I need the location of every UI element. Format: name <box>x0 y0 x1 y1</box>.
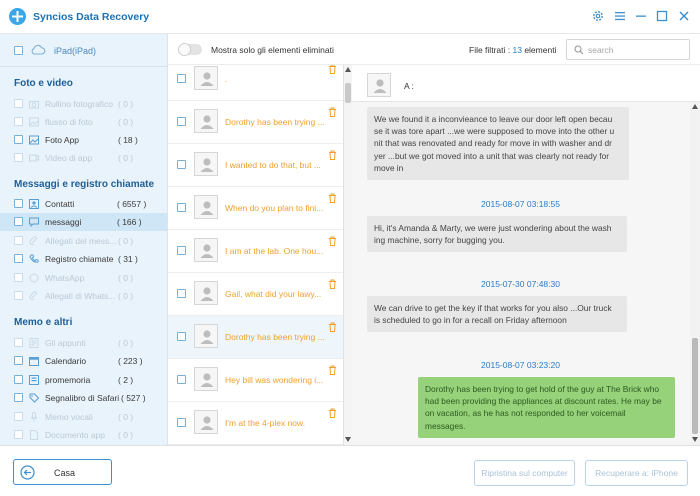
contacts-icon <box>29 199 39 209</box>
restore-to-computer-button[interactable]: Ripristina sul computer <box>474 460 575 486</box>
avatar <box>194 152 218 176</box>
sidebar-item-reminders[interactable] <box>0 371 168 389</box>
checkbox[interactable] <box>14 117 23 126</box>
trash-icon <box>328 236 337 246</box>
message-preview: Dorothy has been trying ... <box>225 332 325 342</box>
search-box[interactable] <box>566 39 690 60</box>
message-preview: I am at the lab. One hou... <box>225 246 324 256</box>
calendar-icon <box>29 356 39 366</box>
section-memos-others: Memo e altri <box>14 317 73 328</box>
list-item[interactable] <box>168 65 344 101</box>
sidebar-item-count: ( 0 ) <box>118 236 134 246</box>
list-item-selected[interactable] <box>168 316 344 359</box>
sidebar-item-label: WhatsApp <box>45 273 85 283</box>
message-bubble-incoming <box>367 296 627 332</box>
avatar <box>194 238 218 262</box>
message-line: ing machine, sorry for bugging you. <box>374 235 505 246</box>
avatar <box>194 195 218 219</box>
video-icon <box>29 153 39 163</box>
sidebar-item-count: ( 0 ) <box>118 99 134 109</box>
message-line: move in <box>374 162 404 173</box>
message-timestamp: 2015-08-07 03:23:20 <box>481 360 560 370</box>
toolbar <box>168 34 700 65</box>
checkbox[interactable] <box>177 418 186 427</box>
device-checkbox[interactable] <box>14 46 23 55</box>
avatar <box>194 367 218 391</box>
contact-avatar <box>367 73 391 97</box>
home-button-label: Casa <box>54 468 76 478</box>
sidebar-item-photo-stream[interactable] <box>0 113 168 131</box>
avatar <box>194 281 218 305</box>
phone-icon <box>29 254 39 264</box>
sidebar-item-label: Allegati del mess... <box>45 236 117 246</box>
checkbox[interactable] <box>177 160 186 169</box>
sidebar-item-camera-roll[interactable] <box>0 95 168 113</box>
message-preview: Gail, what did your lawy... <box>225 289 322 299</box>
message-line: yer ...but we got moved into a unit that was clearly not ready for <box>374 150 610 161</box>
cloud-icon <box>30 44 46 56</box>
list-item[interactable] <box>168 144 344 187</box>
sidebar-item-count: ( 223 ) <box>118 356 143 366</box>
sidebar-item-label: promemoria <box>45 375 91 385</box>
sidebar-item-count: ( 0 ) <box>118 412 134 422</box>
deleted-only-label: Mostra solo gli elementi eliminati <box>211 45 334 55</box>
reminder-icon <box>29 375 39 385</box>
message-bubble-incoming <box>367 107 629 180</box>
sidebar-item-count: ( 6557 ) <box>117 199 147 209</box>
message-timestamp: 2015-08-07 03:18:55 <box>481 199 560 209</box>
message-line: Hi, it's Amanda & Marty, we were just wondering about the wash <box>374 223 612 233</box>
search-icon <box>574 45 584 55</box>
sidebar-item-label: flusso di foto <box>45 117 93 127</box>
trash-icon <box>328 365 337 375</box>
sidebar-item-count: ( 0 ) <box>118 430 134 440</box>
sidebar-item-count: ( 0 ) <box>118 291 134 301</box>
checkbox[interactable] <box>177 117 186 126</box>
sidebar-item-message-attachments[interactable] <box>0 232 168 250</box>
image-icon <box>29 135 39 145</box>
checkbox[interactable] <box>14 393 23 402</box>
sidebar-item-count: ( 0 ) <box>118 153 134 163</box>
sidebar-item-whatsapp-attachments[interactable] <box>0 287 168 305</box>
section-photos-videos: Foto e video <box>14 78 73 89</box>
scroll-up-icon[interactable] <box>692 104 698 109</box>
sidebar-item-label: Segnalibro di Safari <box>45 393 120 403</box>
message-preview: Dorothy has been trying ... <box>225 117 325 127</box>
sidebar-item-app-videos[interactable] <box>0 149 168 167</box>
checkbox[interactable] <box>177 74 186 83</box>
title-bar <box>0 0 700 34</box>
filter-prefix: File filtrati : <box>469 45 511 55</box>
sidebar-item-safari-bookmarks[interactable] <box>0 389 168 407</box>
avatar <box>194 66 218 90</box>
message-icon <box>29 217 39 227</box>
sidebar-item-voice-memos[interactable] <box>0 408 168 426</box>
message-line: se it was tore apart ...we were supposed to move into the other u <box>374 126 615 137</box>
message-line: We we found it a inconvieance to leave our door left open becau <box>374 114 613 124</box>
maximize-icon[interactable] <box>655 9 669 23</box>
toggle-knob <box>178 43 191 56</box>
scroll-down-icon[interactable] <box>345 437 351 442</box>
filter-suffix: elementi <box>524 45 557 55</box>
checkbox[interactable] <box>177 246 186 255</box>
message-timestamp: 2015-07-30 07:48:30 <box>481 279 560 289</box>
scroll-up-icon[interactable] <box>345 67 351 72</box>
conversation-header <box>352 65 700 102</box>
scroll-down-icon[interactable] <box>692 437 698 442</box>
message-bubble-outgoing <box>418 377 675 438</box>
message-list <box>168 65 344 445</box>
contact-name: A : <box>404 81 414 91</box>
list-item[interactable] <box>168 359 344 402</box>
message-preview: Hey bill was wondering i... <box>225 375 324 385</box>
checkbox[interactable] <box>14 217 23 226</box>
bottom-bar <box>0 445 700 496</box>
message-preview: When do you plan to fini... <box>225 203 324 213</box>
checkbox[interactable] <box>14 254 23 263</box>
sidebar-item-whatsapp[interactable] <box>0 269 168 287</box>
avatar <box>194 410 218 434</box>
recover-to-iphone-button[interactable]: Recuperare a: iPhone <box>585 460 688 486</box>
menu-icon[interactable] <box>613 9 627 23</box>
sidebar-item-app-documents[interactable] <box>0 426 168 444</box>
sidebar-item-calendar[interactable] <box>0 352 168 370</box>
sidebar-item-count: ( 0 ) <box>118 273 134 283</box>
checkbox[interactable] <box>14 199 23 208</box>
close-icon[interactable] <box>677 9 691 23</box>
sidebar-item-call-history[interactable] <box>0 250 168 268</box>
scrollbar-thumb[interactable] <box>345 83 351 103</box>
checkbox[interactable] <box>14 236 23 245</box>
sidebar-item-label: Foto App <box>45 135 80 145</box>
sidebar-item-count: ( 527 ) <box>121 393 146 403</box>
message-preview: . <box>225 74 228 84</box>
avatar <box>194 109 218 133</box>
sidebar-item-messages[interactable] <box>0 213 168 231</box>
sidebar-item-notes[interactable] <box>0 334 168 352</box>
message-line: nit that was renovated and ready for move in with washer and dr <box>374 138 612 149</box>
sidebar-item-label: Calendario <box>45 356 87 366</box>
sidebar-item-label: messaggi <box>45 217 82 227</box>
list-item[interactable] <box>168 230 344 273</box>
bookmark-tag-icon <box>29 393 39 403</box>
checkbox[interactable] <box>14 273 23 282</box>
whatsapp-icon <box>29 273 39 283</box>
message-list-scrollbar[interactable] <box>344 65 352 445</box>
sidebar-item-label: Contatti <box>45 199 75 209</box>
sidebar-item-label: Gli appunti <box>45 338 86 348</box>
sidebar <box>0 34 168 445</box>
list-item[interactable] <box>168 273 344 316</box>
checkbox[interactable] <box>14 356 23 365</box>
sidebar-item-label: Registro chiamate <box>45 254 114 264</box>
sidebar-item-count: ( 166 ) <box>117 217 142 227</box>
minimize-icon[interactable] <box>634 9 648 23</box>
message-line: Dorothy has been trying to get hold of the guy at The Brick who <box>425 384 660 394</box>
search-input[interactable] <box>588 43 684 56</box>
checkbox[interactable] <box>14 291 23 300</box>
sidebar-item-label: Rullino fotografico <box>45 99 114 109</box>
message-preview: I'm at the 4-plex now. <box>225 418 306 428</box>
list-item[interactable] <box>168 101 344 144</box>
checkbox[interactable] <box>14 375 23 384</box>
home-button[interactable] <box>13 459 112 485</box>
microphone-icon <box>29 412 39 422</box>
attachment-icon <box>29 236 39 246</box>
checkbox[interactable] <box>14 99 23 108</box>
message-preview: I wanted to do that, but ... <box>225 160 321 170</box>
settings-gear-icon[interactable] <box>591 9 605 23</box>
message-bubble-incoming <box>367 216 627 252</box>
sidebar-item-count: ( 31 ) <box>118 254 138 264</box>
sidebar-item-count: ( 2 ) <box>118 375 134 385</box>
message-line: on vacation, as he has not responded to her voicemail messages. <box>425 408 626 431</box>
checkbox[interactable] <box>14 338 23 347</box>
conversation-scrollbar[interactable] <box>690 102 700 445</box>
sidebar-item-count: ( 0 ) <box>118 338 134 348</box>
trash-icon <box>328 65 337 74</box>
conversation-panel <box>352 65 700 445</box>
app-logo-icon <box>9 8 26 25</box>
message-line: had been providing the appliances at discount rates. He may be <box>425 396 662 407</box>
device-row[interactable] <box>0 34 168 67</box>
checkbox[interactable] <box>14 153 23 162</box>
checkbox[interactable] <box>14 430 23 439</box>
section-messages-calls: Messaggi e registro chiamate <box>14 179 155 190</box>
checkbox[interactable] <box>177 203 186 212</box>
trash-icon <box>328 150 337 160</box>
message-line: is scheduled to go in for a recall on Friday afternoon <box>374 315 567 326</box>
avatar <box>194 324 218 348</box>
list-item[interactable] <box>168 402 344 445</box>
checkbox[interactable] <box>177 289 186 298</box>
sidebar-item-label: Allegati di Whats... <box>45 291 116 301</box>
filter-count: 13 <box>512 45 522 55</box>
app-title: Syncios Data Recovery <box>33 11 150 23</box>
attachment-icon <box>29 291 39 301</box>
checkbox[interactable] <box>177 332 186 341</box>
sidebar-item-label: Memo vocali <box>45 412 93 422</box>
message-line: We can drive to get the key if that works for you also ...Our truck <box>374 303 612 313</box>
trash-icon <box>328 193 337 203</box>
deleted-only-toggle[interactable] <box>178 44 202 55</box>
filtered-files-label <box>469 45 556 55</box>
device-label: iPad(iPad) <box>54 46 97 56</box>
sidebar-item-count: ( 0 ) <box>118 117 134 127</box>
photo-stream-icon <box>29 117 39 127</box>
checkbox[interactable] <box>177 375 186 384</box>
list-item[interactable] <box>168 187 344 230</box>
sidebar-item-app-photos[interactable] <box>0 131 168 149</box>
trash-icon <box>328 107 337 117</box>
trash-icon <box>328 408 337 418</box>
back-arrow-icon <box>20 465 35 480</box>
notes-icon <box>29 338 39 348</box>
sidebar-item-count: ( 18 ) <box>118 135 138 145</box>
trash-icon <box>328 279 337 289</box>
trash-icon <box>328 322 337 332</box>
sidebar-item-label: Documento app <box>45 430 106 440</box>
scrollbar-thumb[interactable] <box>692 338 698 434</box>
checkbox[interactable] <box>14 135 23 144</box>
sidebar-item-label: Video di app <box>45 153 93 163</box>
checkbox[interactable] <box>14 412 23 421</box>
document-icon <box>29 430 39 440</box>
camera-icon <box>29 99 39 109</box>
sidebar-item-contacts[interactable] <box>0 195 168 213</box>
